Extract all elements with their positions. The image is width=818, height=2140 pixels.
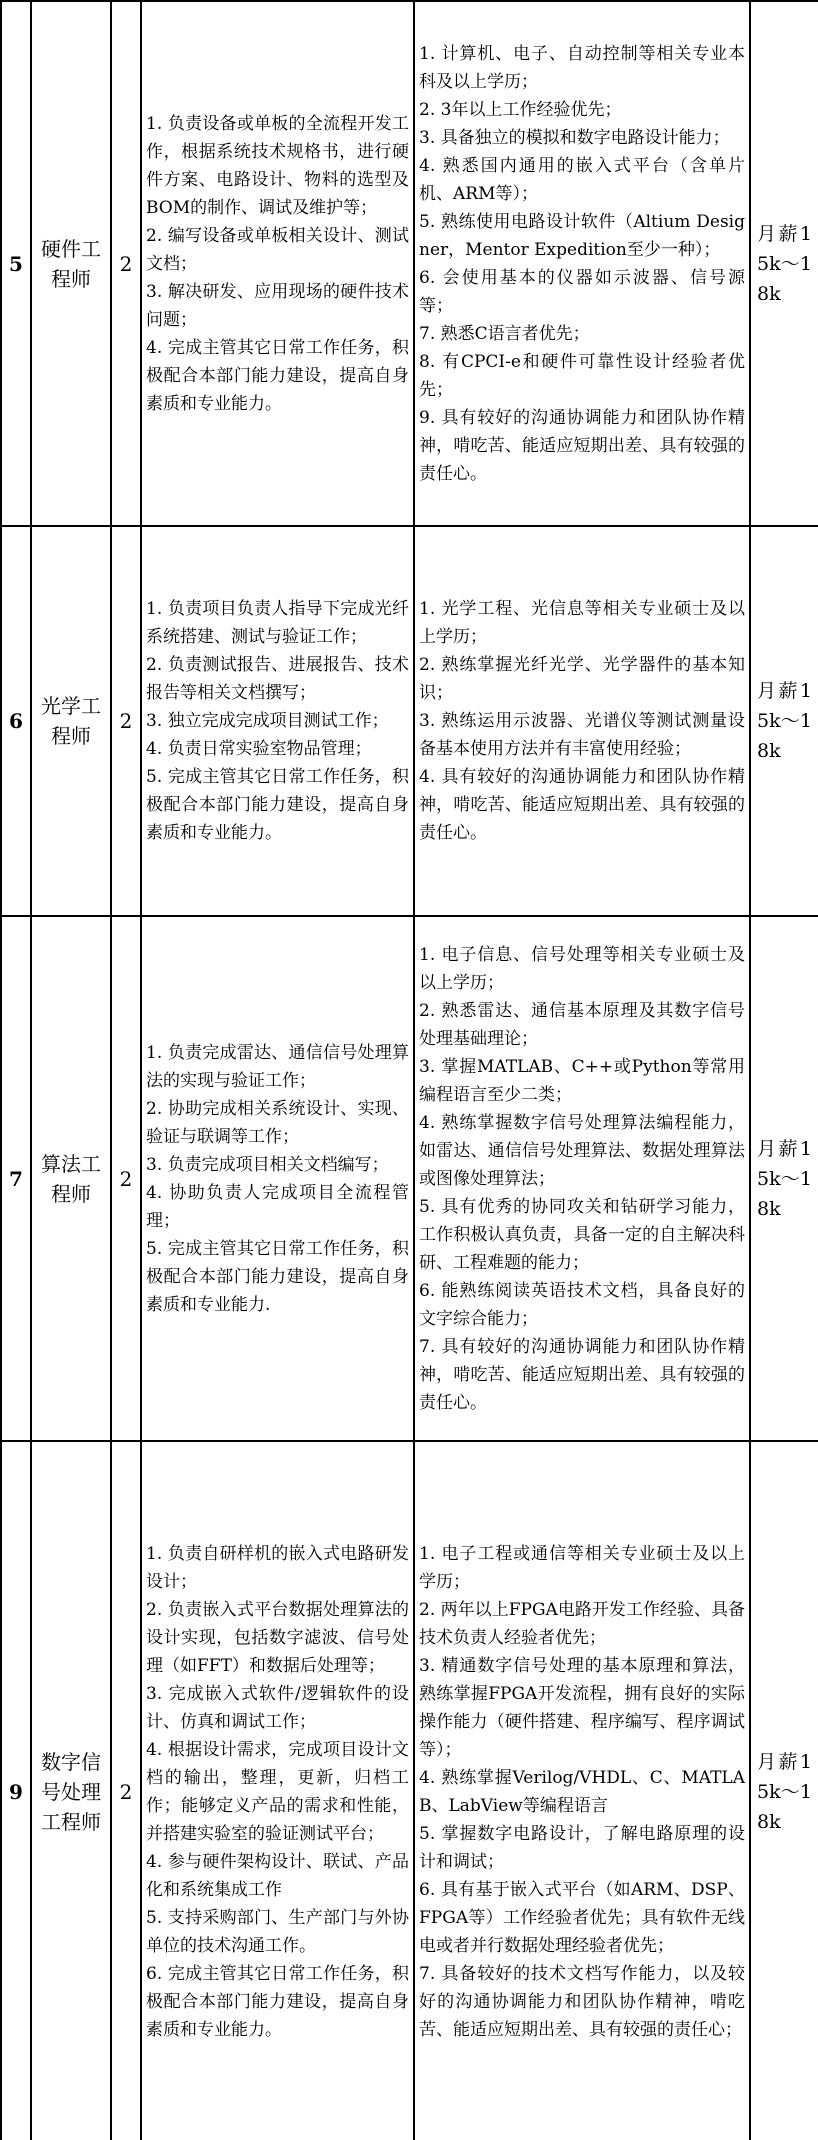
requirement-item: 3. 具备独立的模拟和数字电路设计能力； <box>419 127 730 148</box>
headcount: 2 <box>111 1441 141 2140</box>
duty-item: 4. 完成主管其它日常工作任务，积极配合本部门能力建设，提高自身素质和专业能力。 <box>146 337 409 414</box>
requirement-item: 5. 具有优秀的协同攻关和钻研学习能力，工作积极认真负责，具备一定的自主解决科研、工程难题的能力； <box>419 1196 745 1273</box>
duty-item: 3. 完成嵌入式软件/逻辑软件的设计、仿真和调试工作； <box>146 1684 409 1732</box>
duty-item: 2. 负责嵌入式平台数据处理算法的设计实现，包括数字滤波、信号处理（如FFT）和数据后处理等； <box>146 1600 409 1676</box>
requirement-item: 4. 具有较好的沟通协调能力和团队协作精神，啃吃苦、能适应短期出差、具有较强的责任心。 <box>419 767 745 843</box>
duty-item: 2. 协助完成相关系统设计、实现、验证与联调等工作； <box>146 1098 409 1147</box>
job-title: 算法工程师 <box>31 916 111 1441</box>
row-number: 7 <box>1 916 31 1441</box>
requirement-item: 2. 两年以上FPGA电路开发工作经验、具备技术负责人经验者优先； <box>419 1600 745 1648</box>
duty-item: 2. 编写设备或单板相关设计、测试文档； <box>146 225 409 274</box>
requirement-item: 7. 熟悉C语言者优先； <box>419 323 590 344</box>
duty-item: 4. 协助负责人完成项目全流程管理； <box>146 1182 409 1231</box>
requirement-item: 7. 具有较好的沟通协调能力和团队协作精神，啃吃苦、能适应短期出差、具有较强的责任心。 <box>419 1336 745 1413</box>
requirement-item: 1. 光学工程、光信息等相关专业硕士及以上学历； <box>419 599 745 647</box>
duty-item: 5. 完成主管其它日常工作任务，积极配合本部门能力建设，提高自身素质和专业能力. <box>146 1238 409 1315</box>
duty-item: 3. 独立完成完成项目测试工作； <box>146 711 389 731</box>
duty-item: 4. 参与硬件架构设计、联试、产品化和系统集成工作 <box>146 1852 409 1900</box>
duties-cell <box>141 916 414 1441</box>
requirement-item: 4. 熟练掌握Verilog/VHDL、C、MATLAB、LabView等编程语言 <box>419 1768 745 1816</box>
requirement-item: 4. 熟悉国内通用的嵌入式平台（含单片机、ARM等）； <box>419 155 745 204</box>
requirement-item: 6. 能熟练阅读英语技术文档，具备良好的文字综合能力； <box>419 1280 745 1329</box>
requirement-item: 5. 掌握数字电路设计，了解电路原理的设计和调试； <box>419 1824 745 1872</box>
requirement-item: 6. 具有基于嵌入式平台（如ARM、DSP、FPGA等）工作经验者优先；具有软件无线电或者并行数据处理经验者优先； <box>419 1880 745 1956</box>
requirements-cell <box>414 1441 750 2140</box>
requirement-item: 1. 电子工程或通信等相关专业硕士及以上学历； <box>419 1544 745 1592</box>
duty-item: 1. 负责设备或单板的全流程开发工作，根据系统技术规格书，进行硬件方案、电路设计、物料的选型及BOM的制作、调试及维护等； <box>146 113 409 218</box>
requirement-item: 8. 有CPCI-e和硬件可靠性设计经验者优先； <box>419 351 745 400</box>
row-number: 6 <box>1 526 31 916</box>
job-title: 光学工程师 <box>31 526 111 916</box>
salary: 月薪15k～18k <box>750 526 818 916</box>
requirements-cell <box>414 1 750 526</box>
requirements-cell <box>414 526 750 916</box>
salary: 月薪15k～18k <box>750 1441 818 2140</box>
requirements-cell <box>414 916 750 1441</box>
headcount: 2 <box>111 1 141 526</box>
job-title: 硬件工程师 <box>31 1 111 526</box>
duty-item: 1. 负责项目负责人指导下完成光纤系统搭建、测试与验证工作； <box>146 599 409 647</box>
duty-item: 2. 负责测试报告、进展报告、技术报告等相关文档撰写； <box>146 655 409 703</box>
requirement-item: 4. 熟练掌握数字信号处理算法编程能力，如雷达、通信信号处理算法、数据处理算法或图像处理算法； <box>419 1112 745 1189</box>
duty-item: 3. 负责完成项目相关文档编写； <box>146 1154 389 1175</box>
row-number: 9 <box>1 1441 31 2140</box>
duty-item: 1. 负责自研样机的嵌入式电路研发设计； <box>146 1544 409 1592</box>
duty-item: 4. 负责日常实验室物品管理； <box>146 739 372 759</box>
duties-cell <box>141 1441 414 2140</box>
job-title: 数字信号处理工程师 <box>31 1441 111 2140</box>
duty-item: 5. 完成主管其它日常工作任务，积极配合本部门能力建设，提高自身素质和专业能力。 <box>146 767 409 843</box>
duty-item: 5. 支持采购部门、生产部门与外协单位的技术沟通工作。 <box>146 1908 409 1956</box>
headcount: 2 <box>111 526 141 916</box>
salary: 月薪15k～18k <box>750 916 818 1441</box>
requirement-item: 1. 计算机、电子、自动控制等相关专业本科及以上学历； <box>419 43 745 92</box>
requirement-item: 5. 熟练使用电路设计软件（Altium Designer，Mentor Expedition至少一种）； <box>419 211 745 260</box>
row-number: 5 <box>1 1 31 526</box>
duty-item: 3. 解决研发、应用现场的硬件技术问题； <box>146 281 409 330</box>
table-row <box>1 916 818 1441</box>
requirement-item: 3. 精通数字信号处理的基本原理和算法，熟练掌握FPGA开发流程，拥有良好的实际操作能力（硬件搭建、程序编写、程序调试等）； <box>419 1656 745 1760</box>
table-row <box>1 526 818 916</box>
duty-item: 4. 根据设计需求，完成项目设计文档的输出，整理，更新，归档工作；能够定义产品的需求和性能，并搭建实验室的验证测试平台； <box>146 1740 409 1844</box>
requirement-item: 3. 掌握MATLAB、C++或Python等常用编程语言至少二类； <box>419 1056 745 1105</box>
requirement-item: 2. 3年以上工作经验优先； <box>419 99 622 120</box>
table-row <box>1 1 818 526</box>
requirement-item: 1. 电子信息、信号处理等相关专业硕士及以上学历； <box>419 944 745 993</box>
salary: 月薪15k～18k <box>750 1 818 526</box>
requirement-item: 6. 会使用基本的仪器如示波器、信号源等； <box>419 267 745 316</box>
requirement-item: 2. 熟悉雷达、通信基本原理及其数字信号处理基础理论； <box>419 1000 745 1049</box>
requirement-item: 7. 具备较好的技术文档写作能力，以及较好的沟通协调能力和团队协作精神，啃吃苦、能适应短期出差、具有较强的责任心； <box>419 1964 745 2040</box>
duty-item: 6. 完成主管其它日常工作任务，积极配合本部门能力建设，提高自身素质和专业能力。 <box>146 1964 409 2040</box>
table-row <box>1 1441 818 2140</box>
requirement-item: 9. 具有较好的沟通协调能力和团队协作精神，啃吃苦、能适应短期出差、具有较强的责任心。 <box>419 407 745 484</box>
requirement-item: 2. 熟练掌握光纤光学、光学器件的基本知识； <box>419 655 745 703</box>
duties-cell <box>141 526 414 916</box>
duty-item: 1. 负责完成雷达、通信信号处理算法的实现与验证工作； <box>146 1042 409 1091</box>
duties-cell <box>141 1 414 526</box>
job-table-body <box>1 1 818 2140</box>
requirement-item: 3. 熟练运用示波器、光谱仪等测试测量设备基本使用方法并有丰富使用经验； <box>419 711 745 759</box>
headcount: 2 <box>111 916 141 1441</box>
